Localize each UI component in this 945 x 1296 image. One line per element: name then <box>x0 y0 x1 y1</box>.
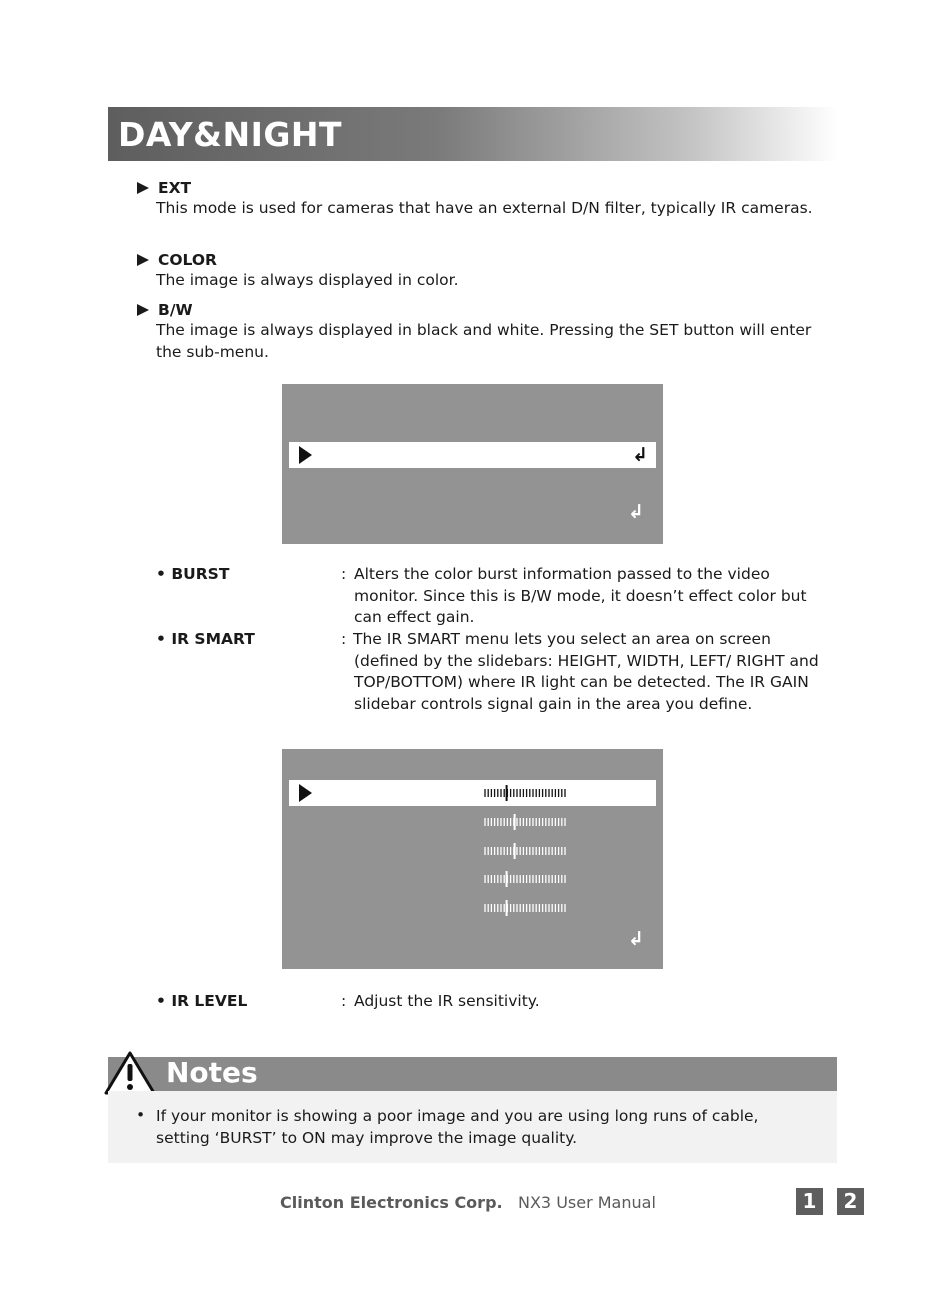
slidebar <box>484 814 566 830</box>
slidebar <box>484 785 566 801</box>
osd-selected-row <box>289 780 656 806</box>
section-title: DAY&NIGHT <box>118 115 343 154</box>
enter-icon: ↲ <box>628 501 644 523</box>
osd-selected-row <box>289 442 656 468</box>
slidebar <box>484 843 566 859</box>
warning-icon <box>103 1050 157 1096</box>
item-irsmart-term: • IR SMART <box>156 630 255 648</box>
option-color <box>137 251 837 292</box>
notes-title: Notes <box>166 1056 258 1089</box>
item-colon: : <box>341 992 347 1010</box>
triangle-right-icon <box>137 182 149 194</box>
triangle-right-icon <box>137 304 149 316</box>
osd-ir-smart-menu <box>282 749 663 969</box>
page-number-digit: 1 <box>796 1188 823 1215</box>
section-banner <box>108 107 838 161</box>
item-burst-description: Alters the color burst information passed to the video monitor. Since this is B/W mode, it doesn’t effect color but can effect gain. <box>354 565 807 626</box>
item-burst-term: • BURST <box>156 565 230 583</box>
item-colon: : <box>341 630 347 648</box>
slidebar <box>484 900 566 916</box>
option-label: B/W <box>158 301 193 319</box>
notes-bullet: • <box>136 1106 146 1124</box>
option-ext <box>137 179 837 220</box>
enter-icon: ↲ <box>628 928 644 950</box>
notes-header <box>108 1057 837 1091</box>
slidebar <box>484 871 566 887</box>
cursor-triangle-icon <box>299 784 312 802</box>
notes-text: If your monitor is showing a poor image and you are using long runs of cable, setting ‘BURST’ to ON may improve the image quality. <box>156 1107 759 1147</box>
item-colon: : <box>341 565 347 583</box>
enter-icon: ↲ <box>632 444 648 466</box>
option-description: The image is always displayed in black and white. Pressing the SET button will enter the sub-menu. <box>156 321 812 361</box>
footer-manual-title: NX3 User Manual <box>518 1193 656 1212</box>
item-irsmart-description: The IR SMART menu lets you select an area on screen (defined by the slidebars: HEIGHT, WIDTH, LEFT/ RIGHT and TOP/BOTTOM) where IR light can be detected. The IR GAIN slidebar controls signal gain in the area you define. <box>353 630 819 713</box>
triangle-right-icon <box>137 254 149 266</box>
page-number-digit: 2 <box>837 1188 864 1215</box>
item-irlevel-description: Adjust the IR sensitivity. <box>354 992 540 1010</box>
option-description: This mode is used for cameras that have an external D/N filter, typically IR cameras. <box>156 199 813 217</box>
option-label: COLOR <box>158 251 217 269</box>
notes-body <box>108 1091 837 1163</box>
footer-company: Clinton Electronics Corp. <box>280 1193 503 1212</box>
item-irlevel-term: • IR LEVEL <box>156 992 248 1010</box>
osd-bw-menu <box>282 384 663 544</box>
option-label: EXT <box>158 179 192 197</box>
option-description: The image is always displayed in color. <box>156 271 459 289</box>
cursor-triangle-icon <box>299 446 312 464</box>
option-bw <box>137 301 837 363</box>
